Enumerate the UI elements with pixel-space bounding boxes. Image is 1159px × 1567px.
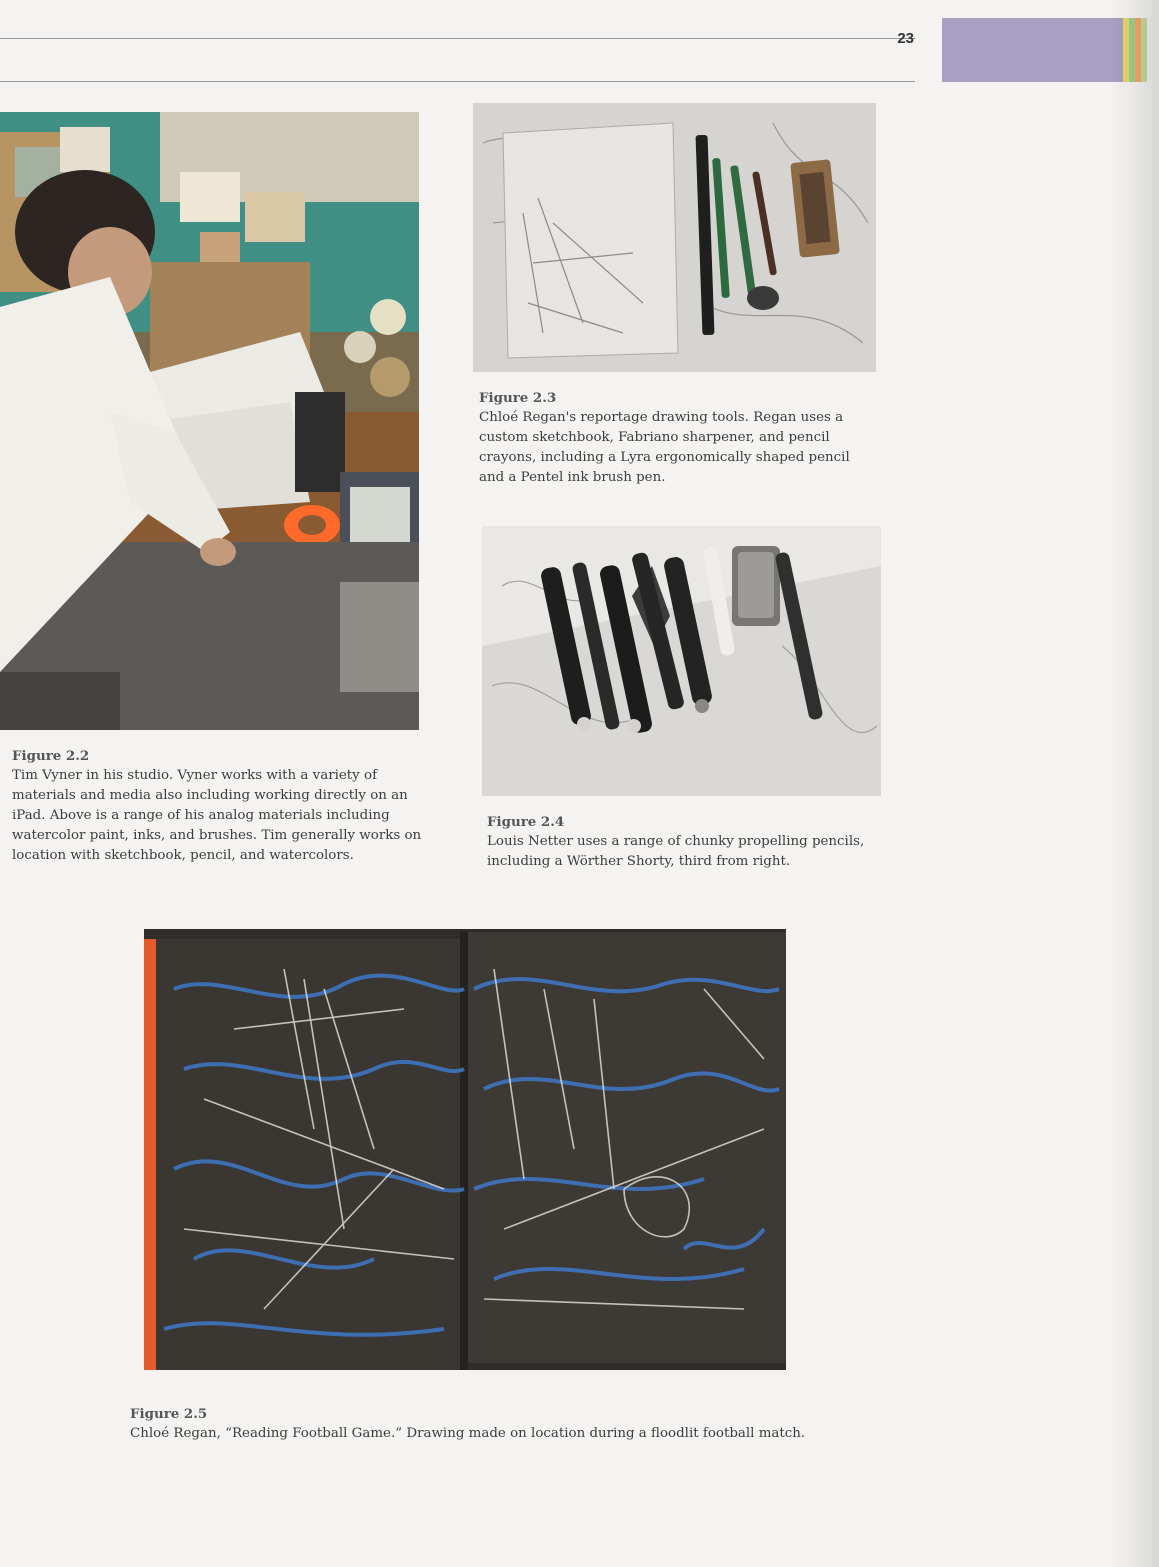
header-rule-top (0, 38, 915, 39)
figure-2-3-title: Figure 2.3 (479, 390, 557, 406)
page-edge-shadow (1108, 0, 1159, 1567)
figure-2-4-photo (482, 526, 881, 796)
figure-2-2-text: Tim Vyner in his studio. Vyner works with a variety of materials and media also including working directly on an iPad. Above is a range of his analog materials including watercolor paint, inks, and brushes. Tim generally works on location with sketchbook, pencil, and watercolors. (12, 768, 422, 863)
figure-2-2-caption (12, 746, 422, 866)
figure-2-3-caption (479, 388, 879, 488)
header-rule-bottom (0, 81, 915, 82)
figure-2-2-photo (0, 112, 419, 730)
figure-2-4-title: Figure 2.4 (487, 814, 565, 830)
figure-2-5-text: Chloé Regan, “Reading Football Game.” Drawing made on location during a floodlit football match. (130, 1426, 806, 1441)
page-number: 23 (897, 30, 914, 47)
figure-2-5-title: Figure 2.5 (130, 1406, 208, 1422)
figure-2-2-title: Figure 2.2 (12, 748, 90, 764)
section-tab (942, 18, 1123, 82)
figure-2-3-photo (473, 103, 876, 372)
figure-2-5-photo (144, 929, 786, 1370)
figure-2-4-caption (487, 812, 887, 872)
figure-2-4-text: Louis Netter uses a range of chunky propelling pencils, including a Wörther Shorty, third from right. (487, 834, 865, 869)
figure-2-3-text: Chloé Regan's reportage drawing tools. Regan uses a custom sketchbook, Fabriano sharpener, and pencil crayons, including a Lyra ergonomically shaped pencil and a Pentel ink brush pen. (479, 410, 850, 485)
figure-2-5-caption (130, 1404, 890, 1444)
